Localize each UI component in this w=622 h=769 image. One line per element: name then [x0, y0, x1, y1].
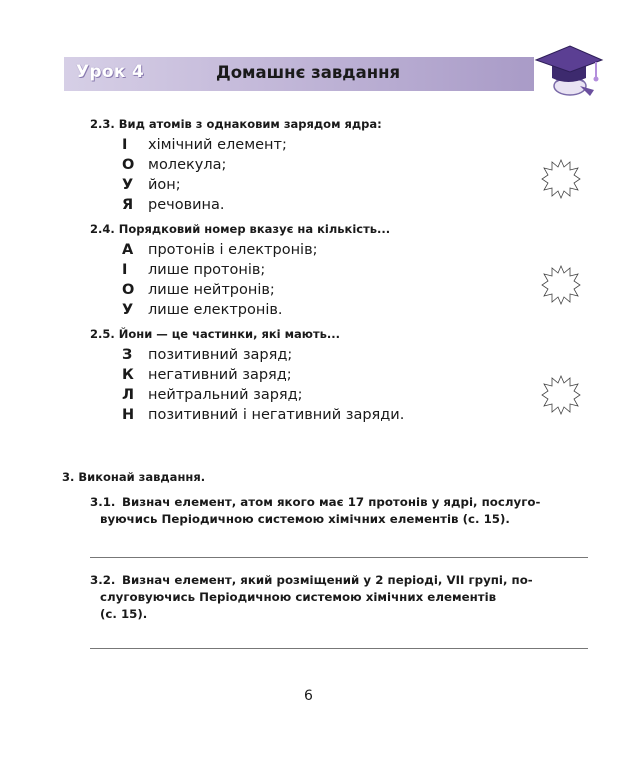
option: А протонів і електронів;: [122, 242, 318, 258]
option: Л нейтральний заряд;: [122, 387, 303, 403]
option: З позитивний заряд;: [122, 347, 293, 363]
answer-line[interactable]: [90, 648, 588, 649]
option: Н позитивний і негативний заряди.: [122, 407, 405, 423]
task-line: вуючись Періодичною системою хімічних елементів (с. 15).: [100, 512, 510, 526]
option: У лише електронів.: [122, 302, 283, 318]
task-line: слуговуючись Періодичною системою хімічних елементів: [100, 590, 497, 604]
question-2-5: 2.5. Йони — це частинки, які мають...: [90, 327, 341, 341]
task-number: 3.2.: [90, 573, 116, 587]
answer-line[interactable]: [90, 557, 588, 558]
graduation-cap-icon: [530, 36, 604, 100]
option: Я речовина.: [122, 197, 225, 213]
star-burst-icon[interactable]: [541, 159, 581, 199]
task-line: Визнач елемент, який розміщений у 2 періоді, VII групі, по-: [122, 573, 533, 587]
option: О лише нейтронів;: [122, 282, 275, 298]
task-line: Визнач елемент, атом якого має 17 протонів у ядрі, послуго-: [122, 495, 541, 509]
question-2-3: 2.3. Вид атомів з однаковим зарядом ядра:: [90, 117, 382, 131]
option: У йон;: [122, 177, 181, 193]
option: І хімічний елемент;: [122, 137, 287, 153]
question-2-4: 2.4. Порядковий номер вказує на кількість...: [90, 222, 391, 236]
option: К негативний заряд;: [122, 367, 292, 383]
star-burst-icon[interactable]: [541, 375, 581, 415]
option: І лише протонів;: [122, 262, 266, 278]
lesson-label: Урок 4: [76, 62, 145, 82]
section-3-title: 3. Виконай завдання.: [62, 470, 206, 484]
option: О молекула;: [122, 157, 227, 173]
star-burst-icon[interactable]: [541, 265, 581, 305]
task-number: 3.1.: [90, 495, 116, 509]
page-title: Домашнє завдання: [216, 63, 401, 82]
task-line: (с. 15).: [100, 607, 148, 621]
page-number: 6: [304, 688, 313, 704]
